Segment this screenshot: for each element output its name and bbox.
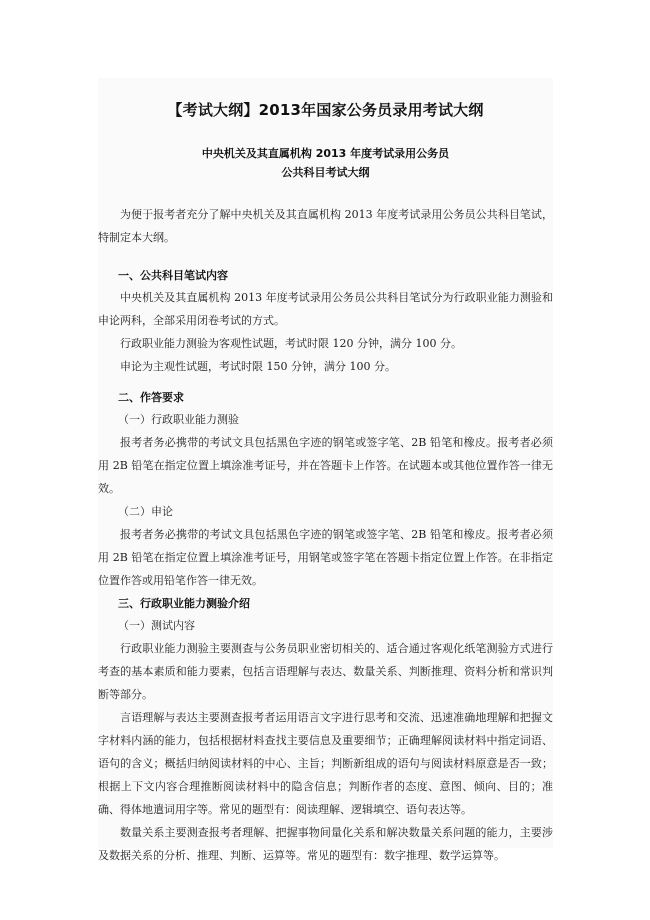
- section-3-paragraph-3: 数量关系主要测查报考者理解、把握事物间量化关系和解决数量关系问题的能力，主要涉及数据关系的分析、推理、判断、运算等。常见的题型有：数字推理、数学运算等。: [98, 826, 553, 862]
- section-2-subheading-2: （二）申论: [118, 505, 173, 518]
- section-1-paragraph-2: 行政职业能力测验为客观性试题，考试时限 120 分钟，满分 100 分。: [120, 337, 462, 350]
- section-3-body: [98, 614, 553, 867]
- section-1-body: [98, 286, 553, 378]
- subtitle-line-2: 公共科目考试大纲: [281, 166, 370, 179]
- document-title: 【考试大纲】2013年国家公务员录用考试大纲: [167, 101, 484, 119]
- section-1-heading: 一、公共科目笔试内容: [118, 269, 228, 282]
- section-3-subheading-1: （一）测试内容: [118, 619, 195, 632]
- subtitle-line-1: 中央机关及其直属机构 2013 年度考试录用公务员: [201, 147, 450, 160]
- section-3-heading: 三、行政职业能力测验介绍: [118, 597, 250, 610]
- section-2-body: [98, 408, 553, 592]
- section-2-paragraph-1: 报考者务必携带的考试文具包括黑色字迹的钢笔或签字笔、2B 铅笔和橡皮。报考者必须用 2B 铅笔在指定位置上填涂准考证号，并在答题卡上作答。在试题本或其他位置作答一律无效。: [98, 436, 553, 495]
- section-3-paragraph-1: 行政职业能力测验主要测查与公务员职业密切相关的、适合通过客观化纸笔测验方式进行考查的基本素质和能力要素，包括言语理解与表达、数量关系、判断推理、资料分析和常识判断等部分。: [98, 642, 553, 701]
- section-1-paragraph-1: 中央机关及其直属机构 2013 年度考试录用公务员公共科目笔试分为行政职业能力测验和申论两科，全部采用闭卷考试的方式。: [98, 291, 553, 327]
- section-3-paragraph-2: 言语理解与表达主要测查报考者运用语言文字进行思考和交流、迅速准确地理解和把握文字材料内涵的能力，包括根据材料查找主要信息及重要细节；正确理解阅读材料中指定词语、语句的含义；概括归纳阅读材料的中心、主旨；判断新组成的语句与阅读材料原意是否一致；根据上下文内容合理推断阅读材料中的隐含信息；判断作者的态度、意图、倾向、目的；准确、得体地遣词用字等。常见的题型有：阅读理解、逻辑填空、语句表达等。: [98, 711, 553, 816]
- section-2-paragraph-2: 报考者务必携带的考试文具包括黑色字迹的钢笔或签字笔、2B 铅笔和橡皮。报考者必须用 2B 铅笔在指定位置上填涂准考证号，用钢笔或签字笔在答题卡指定位置上作答。在非指定位置作答或用铅笔作答一律无效。: [98, 528, 553, 587]
- section-2-subheading-1: （一）行政职业能力测验: [118, 413, 239, 426]
- intro-paragraph: 为便于报考者充分了解中央机关及其直属机构 2013 年度考试录用公务员公共科目笔试，特制定本大纲。: [98, 208, 553, 244]
- section-1-paragraph-3: 申论为主观性试题，考试时限 150 分钟，满分 100 分。: [120, 360, 396, 373]
- section-2-heading: 二、作答要求: [118, 391, 184, 404]
